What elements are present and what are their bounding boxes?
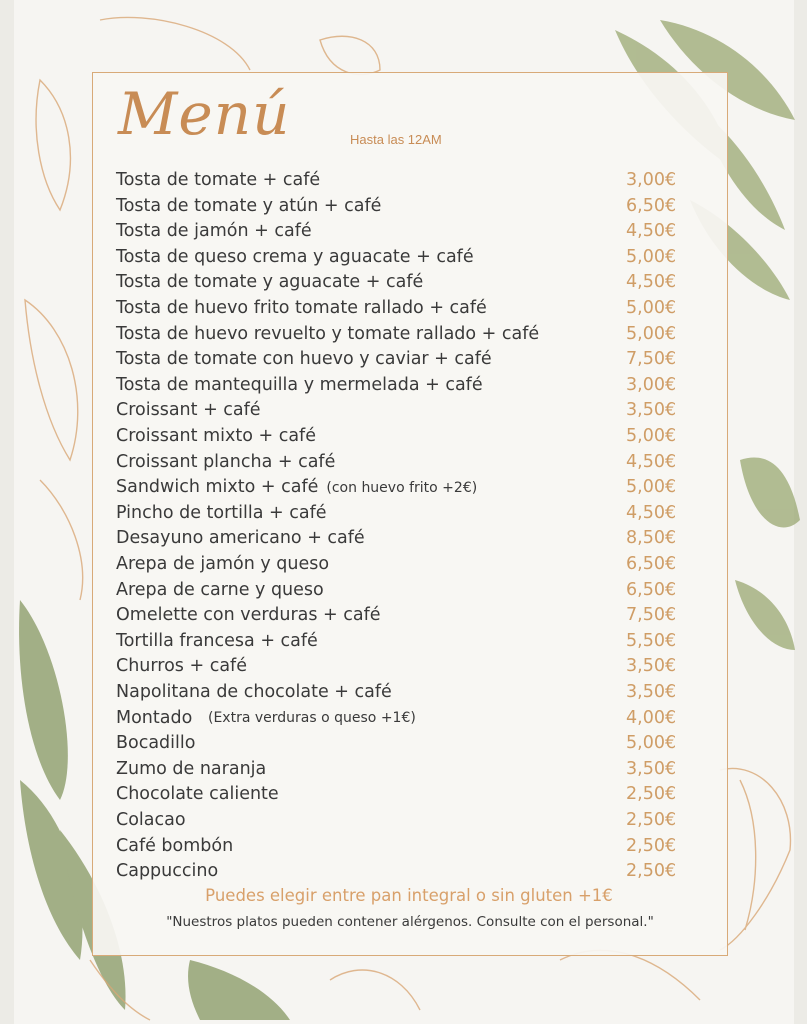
menu-item-price: 5,50€	[626, 630, 677, 651]
menu-item-price: 5,00€	[626, 246, 677, 267]
menu-item-price: 2,50€	[626, 835, 677, 856]
menu-item-price: 8,50€	[626, 528, 677, 549]
menu-item	[116, 400, 706, 424]
menu-item	[116, 656, 706, 680]
menu-item	[116, 682, 706, 706]
menu-item-name: Tosta de jamón + café	[116, 221, 312, 242]
menu-item	[116, 554, 706, 578]
menu-item-name: Bocadillo	[116, 733, 196, 754]
menu-item	[116, 247, 706, 271]
menu-item-name: Montado	[116, 707, 193, 728]
menu-item-name: Desayuno americano + café	[116, 528, 365, 549]
menu-item-price: 3,50€	[626, 682, 677, 702]
menu-item-name: Arepa de carne y queso	[116, 579, 324, 600]
menu-item	[116, 477, 706, 501]
menu-item	[116, 196, 706, 220]
menu-item-name: Chocolate caliente	[116, 784, 279, 805]
menu-item-name: Croissant + café	[116, 400, 261, 421]
allergen-disclaimer: "Nuestros platos pueden contener alérgenos. Consulte con el personal."	[166, 914, 654, 930]
menu-item-price: 5,00€	[626, 733, 677, 754]
menu-item-price: 4,50€	[626, 451, 677, 472]
menu-item-name: Tosta de tomate con huevo y caviar + café	[116, 349, 492, 370]
menu-item	[116, 759, 706, 783]
menu-title: Menú	[118, 80, 291, 148]
menu-item-note: (con huevo frito +2€)	[326, 480, 478, 497]
menu-item-name: Café bombón	[116, 835, 234, 856]
gluten-free-offer: Puedes elegir entre pan integral o sin gluten +1€	[205, 886, 613, 905]
menu-item-name: Sandwich mixto + café	[116, 477, 319, 498]
menu-item	[116, 528, 706, 552]
menu-subtitle: Hasta las 12AM	[350, 132, 442, 147]
menu-item-price: 2,50€	[626, 784, 677, 805]
menu-item	[116, 810, 706, 834]
menu-item	[116, 631, 706, 655]
menu-item-name: Tosta de huevo revuelto y tomate rallado + café	[116, 323, 540, 344]
menu-item	[116, 861, 706, 885]
menu-item	[116, 503, 706, 527]
menu-item-name: Arepa de jamón y queso	[116, 554, 330, 574]
menu-item-name: Omelette con verduras + café	[116, 605, 381, 626]
menu-item-name: Croissant plancha + café	[116, 451, 336, 472]
menu-item	[116, 221, 706, 245]
menu-item-name: Tortilla francesa + café	[116, 630, 318, 651]
menu-item-price: 4,50€	[626, 272, 677, 293]
menu-item-price: 4,50€	[626, 502, 677, 523]
menu-item-price: 3,50€	[626, 656, 677, 677]
menu-item-price: 6,50€	[626, 554, 677, 574]
menu-item	[116, 836, 706, 860]
menu-item-price: 7,50€	[626, 349, 677, 370]
menu-item-name: Tosta de tomate y atún + café	[116, 195, 382, 216]
menu-item-price: 4,50€	[626, 221, 677, 242]
menu-item	[116, 426, 706, 450]
menu-item-price: 3,00€	[626, 170, 677, 190]
menu-item-name: Zumo de naranja	[116, 758, 267, 779]
menu-item-name: Tosta de tomate y aguacate + café	[116, 272, 424, 293]
menu-item-name: Tosta de tomate + café	[116, 170, 321, 190]
menu-item-price: 2,50€	[626, 861, 677, 882]
menu-item	[116, 298, 706, 322]
menu-item-name: Cappuccino	[116, 861, 219, 882]
menu-item-name: Tosta de huevo frito tomate rallado + café	[116, 298, 487, 318]
menu-item-price: 6,50€	[626, 195, 677, 216]
menu-item-name: Tosta de mantequilla y mermelada + café	[116, 374, 483, 395]
menu-item	[116, 324, 706, 348]
menu-item	[116, 375, 706, 399]
menu-item-price: 5,00€	[626, 298, 677, 318]
menu-item-name-wrap	[116, 477, 477, 497]
menu-item-price: 3,50€	[626, 758, 677, 779]
menu-item-price: 4,00€	[626, 707, 677, 728]
menu-item	[116, 452, 706, 476]
menu-item-price: 2,50€	[626, 810, 677, 830]
menu-item	[116, 272, 706, 296]
menu-item	[116, 580, 706, 604]
menu-item-price: 5,00€	[626, 323, 677, 344]
menu-item-name: Croissant mixto + café	[116, 426, 316, 446]
menu-item	[116, 784, 706, 808]
menu-item-price: 5,00€	[626, 426, 677, 446]
menu-item-name: Napolitana de chocolate + café	[116, 682, 392, 702]
menu-item-price: 6,50€	[626, 579, 677, 600]
menu-item	[116, 349, 706, 373]
menu-item	[116, 170, 706, 194]
montado-note: (Extra verduras o queso +1€)	[208, 710, 416, 726]
menu-item-price: 3,00€	[626, 374, 677, 395]
menu-item-price: 5,00€	[626, 477, 677, 498]
menu-item-name: Churros + café	[116, 656, 247, 677]
menu-item	[116, 605, 706, 629]
menu-item-name: Tosta de queso crema y aguacate + café	[116, 246, 474, 267]
menu-item-price: 3,50€	[626, 400, 677, 421]
menu-item-name: Pincho de tortilla + café	[116, 502, 327, 523]
menu-item	[116, 733, 706, 757]
menu-item-price: 7,50€	[626, 605, 677, 626]
menu-item-name: Colacao	[116, 810, 186, 830]
